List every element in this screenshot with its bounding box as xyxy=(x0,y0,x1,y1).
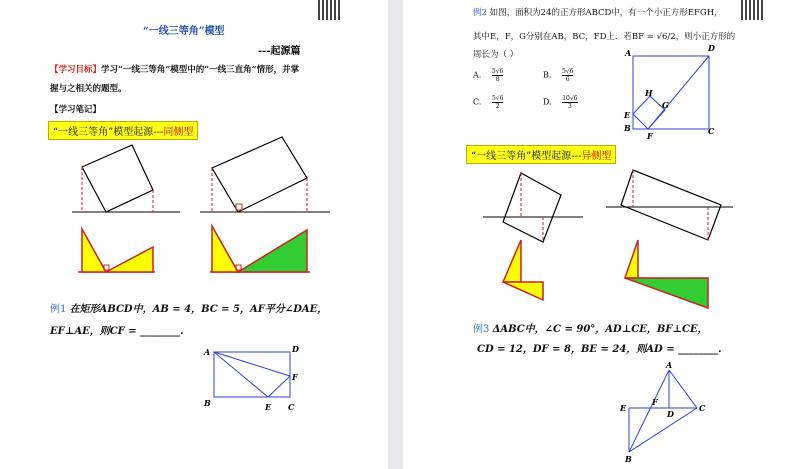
banner-prefix: “一线三等角”模型起源--- xyxy=(471,151,582,162)
label-d: D xyxy=(667,409,674,419)
page-subtitle: ---起源篇 xyxy=(258,46,301,57)
goal-text-1: 学习“一线三等角”模型中的“一线三直角”情形，并掌 xyxy=(101,65,300,75)
option-c[interactable]: C. $\frac{5√6}{2}$ xyxy=(473,95,504,110)
label-b: B xyxy=(204,398,211,408)
banner-highlight: 同侧型 xyxy=(163,127,194,138)
example-2-line-2: 其中E，F，G分别在AB，BC，FD上．若BF = √6/2，则小正方形的 xyxy=(473,32,736,42)
label-b: B xyxy=(624,123,631,133)
example-3-line-2: CD = 12，DF = 8，BE = 24，则AD = ________. xyxy=(477,344,722,355)
label-e: E xyxy=(265,402,272,412)
label-c: C xyxy=(699,403,706,413)
example-1-line-2: EF⊥AE，则CF = ________. xyxy=(50,326,184,337)
label-f: F xyxy=(647,131,653,141)
label-b: B xyxy=(625,454,632,464)
label-f: F xyxy=(652,397,658,407)
label-a: A xyxy=(666,360,673,370)
label-d: D xyxy=(292,344,299,354)
segment-ac xyxy=(669,370,697,408)
example-1-text: 在矩形ABCD中，AB = 4，BC = 5，AF平分∠DAE， xyxy=(69,304,328,315)
banner-prefix: “一线三等角”模型起源--- xyxy=(53,127,164,138)
example-2-label: 例2 xyxy=(473,8,487,18)
example-3-label: 例3 xyxy=(473,324,490,335)
label-c: C xyxy=(708,126,715,136)
option-a[interactable]: A. $\frac{5√6}{8}$ xyxy=(473,68,504,83)
option-d[interactable]: D. $\frac{10√6}{3}$ xyxy=(543,95,578,110)
label-c: C xyxy=(288,402,295,412)
label-f: F xyxy=(292,372,298,382)
segment-af xyxy=(214,352,290,376)
example-3-figure xyxy=(403,0,791,469)
label-g: G xyxy=(662,100,669,110)
notes-tag: 【学习笔记】 xyxy=(50,105,102,115)
example-1-label: 例1 xyxy=(50,304,67,315)
label-a: A xyxy=(204,347,211,357)
left-page xyxy=(0,0,388,469)
example-2-line-3: 周长为（ ） xyxy=(473,50,519,60)
label-d: D xyxy=(708,43,715,53)
segment-ae xyxy=(214,352,268,397)
segment-ef xyxy=(268,376,290,397)
right-page xyxy=(403,0,791,469)
label-e: E xyxy=(624,110,631,120)
example-3-text: ΔABC中，∠C = 90°，AD⊥CE，BF⊥CE， xyxy=(492,324,708,335)
segment-ab xyxy=(629,370,669,452)
label-a: A xyxy=(625,48,632,58)
banner-highlight: 异侧型 xyxy=(581,151,612,162)
rectangle-abcd xyxy=(214,352,290,397)
example-1-figure xyxy=(0,0,388,469)
page-title: “一线三等角”模型 xyxy=(143,26,225,37)
option-b[interactable]: B. $\frac{5√6}{6}$ xyxy=(543,68,574,83)
label-e: E xyxy=(620,403,627,413)
example-2-text-1: 如图，面积为24的正方形ABCD中，有一个小正方形EFGH， xyxy=(489,8,723,18)
label-h: H xyxy=(645,88,653,98)
goal-tag: 【学习目标】 xyxy=(50,65,102,75)
goal-text-2: 握与之相关的题型。 xyxy=(50,84,127,94)
